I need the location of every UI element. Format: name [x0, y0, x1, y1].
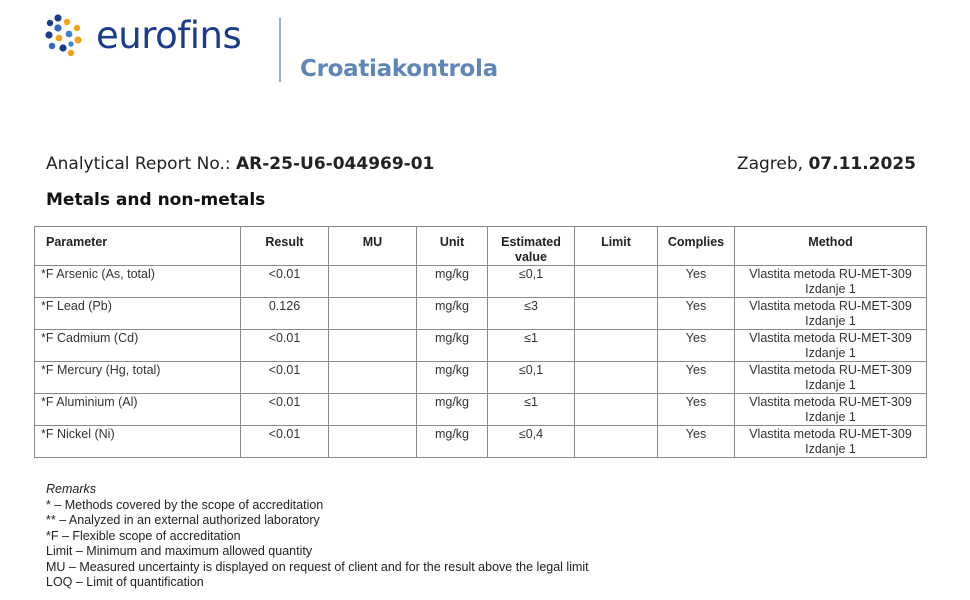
cell-estimated-value: ≤0,1 — [488, 362, 575, 394]
results-table — [34, 226, 927, 458]
remark-line: MU – Measured uncertainty is displayed on request of client and for the result above the legal limit — [46, 559, 589, 574]
cell-limit — [575, 426, 658, 458]
remark-line: * – Methods covered by the scope of accreditation — [46, 497, 324, 512]
cell-limit — [575, 394, 658, 426]
table-row — [35, 394, 927, 426]
remark-line: ** – Analyzed in an external authorized laboratory — [46, 513, 320, 527]
cell-parameter: *F Arsenic (As, total) — [35, 266, 241, 298]
header-result: Result — [241, 227, 329, 266]
method-name: Vlastita metoda RU-MET-309 — [749, 299, 912, 313]
cell-estimated-value: ≤0,4 — [488, 426, 575, 458]
method-edition: Izdanje 1 — [805, 346, 856, 360]
cell-unit: mg/kg — [417, 330, 488, 362]
method-name: Vlastita metoda RU-MET-309 — [749, 267, 912, 281]
cell-mu — [329, 266, 417, 298]
method-name: Vlastita metoda RU-MET-309 — [749, 395, 912, 409]
table-row — [35, 426, 927, 458]
cell-unit: mg/kg — [417, 266, 488, 298]
table-header-row — [35, 227, 927, 266]
cell-complies: Yes — [658, 330, 735, 362]
table-row — [35, 362, 927, 394]
method-name: Vlastita metoda RU-MET-309 — [749, 363, 912, 377]
report-date-line — [737, 154, 916, 174]
method-name: Vlastita metoda RU-MET-309 — [749, 331, 912, 345]
cell-mu — [329, 298, 417, 330]
logo-divider — [279, 18, 281, 82]
cell-method — [735, 330, 927, 362]
subsidiary-name: Croatiakontrola — [300, 56, 498, 82]
eurofins-logo — [44, 10, 241, 60]
table-row — [35, 298, 927, 330]
method-edition: Izdanje 1 — [805, 314, 856, 328]
cell-parameter: *F Aluminium (Al) — [35, 394, 241, 426]
cell-parameter: *F Mercury (Hg, total) — [35, 362, 241, 394]
remarks — [46, 482, 589, 591]
cell-unit: mg/kg — [417, 394, 488, 426]
method-edition: Izdanje 1 — [805, 282, 856, 296]
table-row — [35, 266, 927, 298]
remarks-title: Remarks — [46, 482, 97, 496]
report-city: Zagreb, — [736, 154, 804, 174]
cell-complies: Yes — [658, 362, 735, 394]
cell-estimated-value: ≤0,1 — [488, 266, 575, 298]
cell-limit — [575, 330, 658, 362]
header-mu: MU — [329, 227, 417, 266]
cell-complies: Yes — [658, 426, 735, 458]
cell-result: <0.01 — [241, 362, 329, 394]
cell-mu — [329, 362, 417, 394]
cell-complies: Yes — [658, 298, 735, 330]
cell-unit: mg/kg — [417, 362, 488, 394]
cell-unit: mg/kg — [417, 426, 488, 458]
report-date: 07.11.2025 — [808, 154, 916, 174]
cell-unit: mg/kg — [417, 298, 488, 330]
header-complies: Complies — [658, 227, 735, 266]
eurofins-dots-logo-icon — [44, 13, 88, 57]
cell-limit — [575, 362, 658, 394]
cell-mu — [329, 394, 417, 426]
method-edition: Izdanje 1 — [805, 378, 856, 392]
header-limit: Limit — [575, 227, 658, 266]
cell-parameter: *F Nickel (Ni) — [35, 426, 241, 458]
cell-complies: Yes — [658, 266, 735, 298]
method-name: Vlastita metoda RU-MET-309 — [749, 427, 912, 441]
cell-method — [735, 394, 927, 426]
report-number-label: Analytical Report No.: — [46, 154, 231, 174]
cell-result: <0.01 — [241, 266, 329, 298]
header-unit: Unit — [417, 227, 488, 266]
cell-mu — [329, 330, 417, 362]
table-row — [35, 330, 927, 362]
remark-line: LOQ – Limit of quantification — [46, 575, 204, 589]
report-number: AR-25-U6-044969-01 — [236, 154, 435, 174]
report-number-line — [46, 154, 434, 174]
cell-parameter: *F Cadmium (Cd) — [35, 330, 241, 362]
method-edition: Izdanje 1 — [805, 410, 856, 424]
cell-mu — [329, 426, 417, 458]
section-title: Metals and non-metals — [46, 190, 266, 210]
cell-result: <0.01 — [241, 426, 329, 458]
cell-result: <0.01 — [241, 394, 329, 426]
remark-line: Limit – Minimum and maximum allowed quantity — [46, 544, 313, 558]
header-parameter: Parameter — [35, 227, 241, 266]
cell-result: <0.01 — [241, 330, 329, 362]
cell-method — [735, 298, 927, 330]
brand-wordmark: eurofins — [96, 13, 242, 57]
remark-line: *F – Flexible scope of accreditation — [46, 528, 241, 543]
cell-estimated-value: ≤1 — [488, 330, 575, 362]
header-method: Method — [735, 227, 927, 266]
cell-limit — [575, 298, 658, 330]
cell-limit — [575, 266, 658, 298]
cell-method — [735, 266, 927, 298]
cell-parameter: *F Lead (Pb) — [35, 298, 241, 330]
cell-result: 0.126 — [241, 298, 329, 330]
cell-estimated-value: ≤1 — [488, 394, 575, 426]
cell-method — [735, 362, 927, 394]
cell-estimated-value: ≤3 — [488, 298, 575, 330]
cell-method — [735, 426, 927, 458]
method-edition: Izdanje 1 — [805, 442, 856, 456]
cell-complies: Yes — [658, 394, 735, 426]
header-estimated-value: Estimated value — [488, 227, 575, 266]
